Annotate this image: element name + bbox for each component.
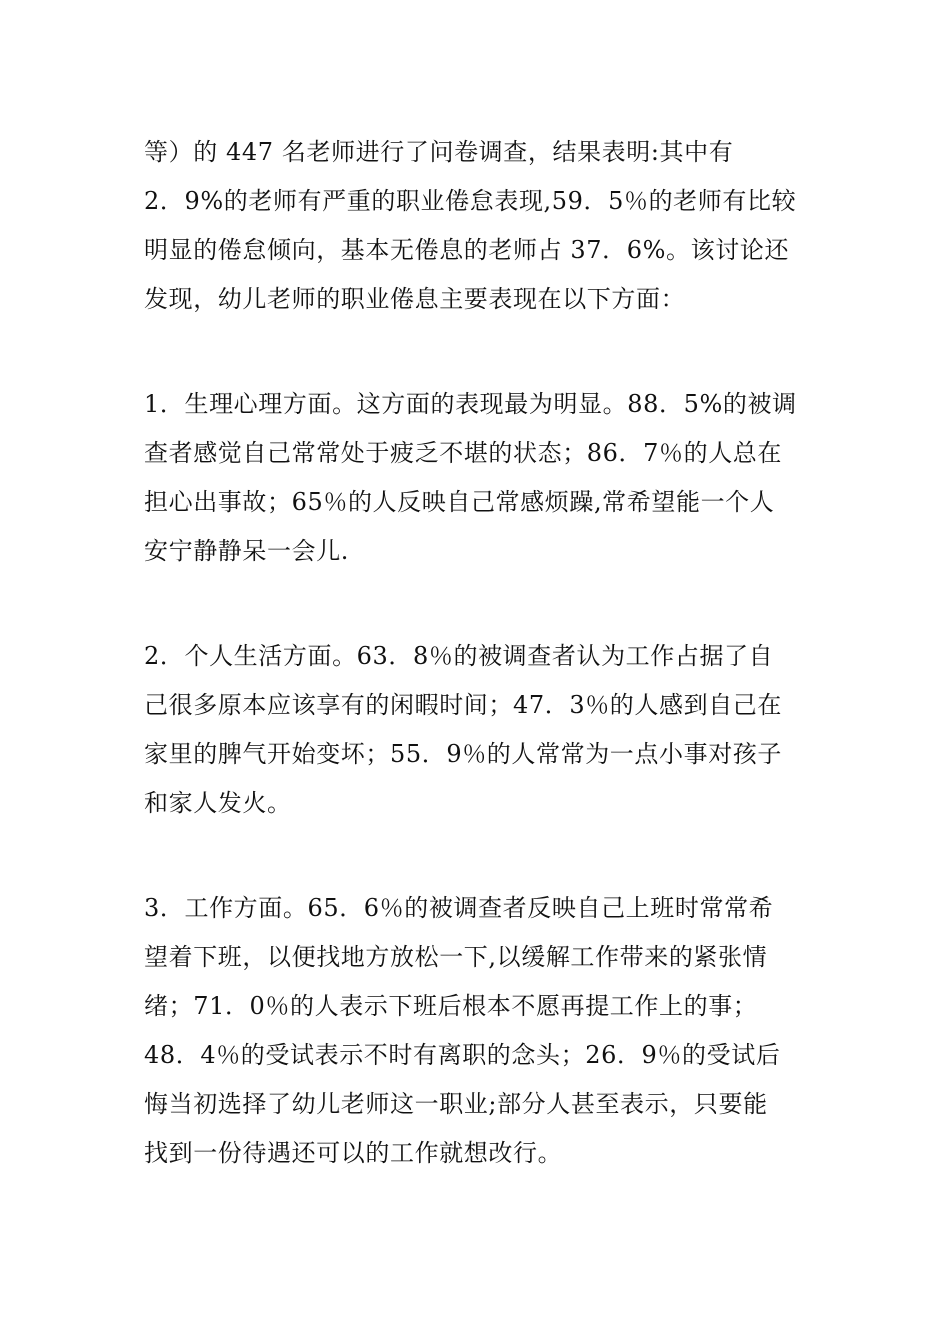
- paragraph-work: [144, 884, 810, 1178]
- text-line: 2．9%的老师有严重的职业倦怠表现,59．5％的老师有比较: [144, 187, 797, 215]
- text-line: 家里的脾气开始变坏；55．9％的人常常为一点小事对孩子: [144, 740, 783, 768]
- text-line: 1．生理心理方面。这方面的表现最为明显。88．5%的被调: [144, 390, 797, 418]
- text-line: 等）的 447 名老师进行了问卷调查，结果表明:其中有: [144, 138, 734, 166]
- paragraph-personal-life: [144, 632, 810, 828]
- text-line: 发现，幼儿老师的职业倦息主要表现在以下方面：: [144, 285, 686, 313]
- paragraph-physiological: [144, 380, 810, 576]
- text-line: 望着下班，以便找地方放松一下,以缓解工作带来的紧张情: [144, 943, 768, 971]
- text-line: 安宁静静呆一会儿.: [144, 537, 350, 565]
- text-line: 担心出事故；65％的人反映自己常感烦躁,常希望能一个人: [144, 488, 775, 516]
- paragraph-intro: [144, 128, 810, 324]
- text-line: 绪；71．0％的人表示下班后根本不愿再提工作上的事；: [144, 992, 758, 1020]
- text-line: 2．个人生活方面。63．8％的被调查者认为工作占据了自: [144, 642, 774, 670]
- text-line: 和家人发火。: [144, 789, 292, 817]
- text-line: 查者感觉自己常常处于疲乏不堪的状态；86．7％的人总在: [144, 439, 783, 467]
- text-line: 明显的倦怠倾向，基本无倦息的老师占 37．6%。该讨论还: [144, 236, 790, 264]
- text-line: 48．4％的受试表示不时有离职的念头；26．9％的受试后: [144, 1041, 781, 1069]
- text-line: 悔当初选择了幼儿老师这一职业;部分人甚至表示，只要能: [144, 1090, 768, 1118]
- text-line: 己很多原本应该享有的闲暇时间；47．3％的人感到自己在: [144, 691, 783, 719]
- text-line: 3．工作方面。65．6％的被调查者反映自己上班时常常希: [144, 894, 774, 922]
- text-line: 找到一份待遇还可以的工作就想改行。: [144, 1139, 563, 1167]
